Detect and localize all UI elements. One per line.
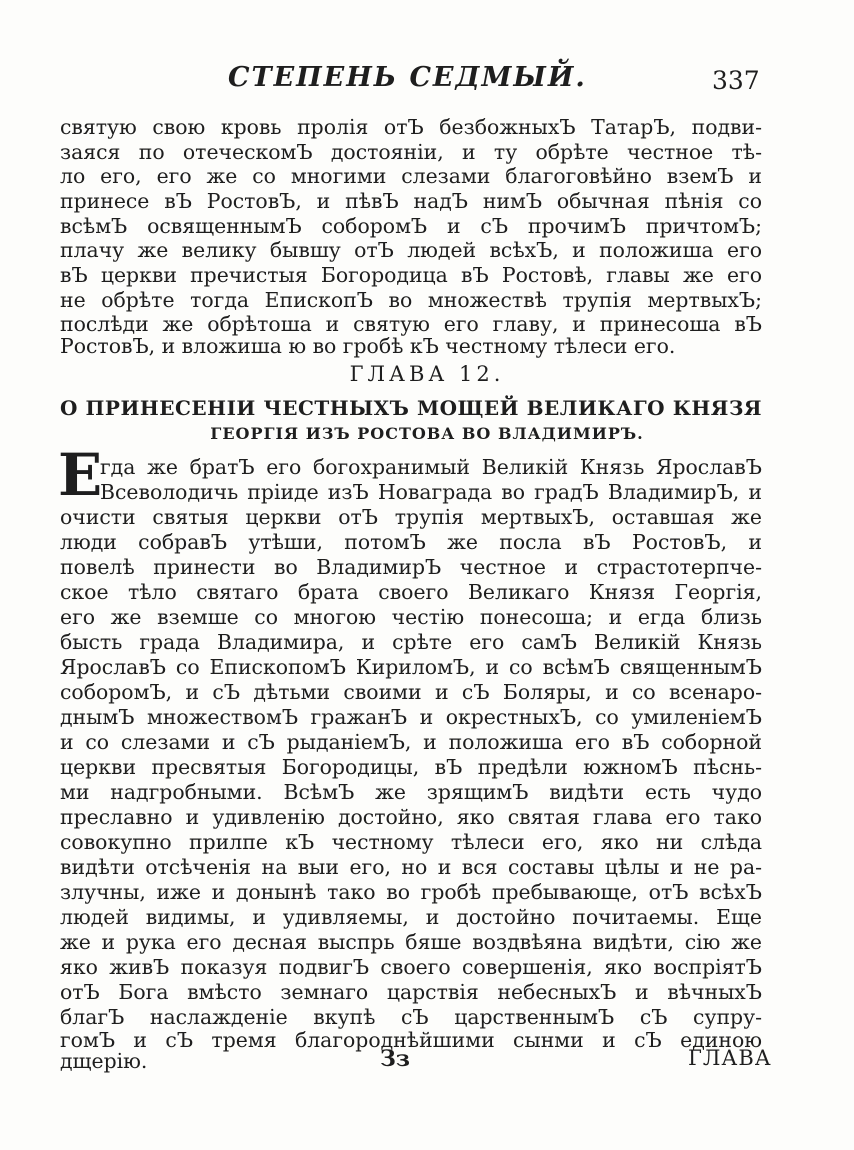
text-line: его же вземше со многою честію понесоша; и егда близь — [60, 605, 762, 629]
text-line: плачу же велику бывшу отЪ людей всѣхЪ, и положиша его — [60, 238, 762, 262]
text-line: послѣди же обрѣтоша и святую его главу, и принесоша вЪ — [60, 312, 762, 336]
text-line: отЪ Бога вмѣсто земнаго царствія небесныхЪ и вѣчныхЪ — [60, 980, 762, 1004]
running-header: СТЕПЕНЬ СЕДМЫЙ. — [228, 62, 587, 93]
chapter-label: ГЛАВА 12. — [349, 362, 505, 386]
text-line: ми надгробными. ВсѣмЪ же зрящимЪ видѣти есть чудо — [60, 780, 762, 804]
chapter-subtitle: ГЕОРГІЯ ИЗЪ РОСТОВА ВО ВЛАДИМИРЪ. — [210, 424, 644, 443]
text-line: совокупно прилпе кЪ честному тѣлеси его, яко ни слѣда — [60, 830, 762, 854]
text-line: РостовЪ, и вложиша ю во гробѣ кЪ честному тѣлеси его. — [60, 334, 676, 358]
text-line: и со слезами и сЪ рыданіемЪ, и положиша его вЪ соборной — [60, 730, 762, 754]
text-line: бысть града Владимира, и срѣте его самЪ Великій Князь — [60, 630, 762, 654]
text-line: святую свою кровь пролія отЪ безбожныхЪ ТатарЪ, подви- — [60, 115, 762, 139]
text-line: принесе вЪ РостовЪ, и пѣвЪ надЪ нимЪ обычная пѣнія со — [60, 189, 762, 213]
text-line: вЪ церкви пречистыя Богородица вЪ Ростовѣ, главы же его — [60, 263, 762, 287]
page-number: 337 — [712, 66, 760, 95]
drop-cap: Е — [58, 441, 103, 509]
text-line: преславно и удивленію достойно, яко святая глава его тако — [60, 805, 762, 829]
text-line: ло его, его же со многими слезами благоговѣйно вземЪ и — [60, 164, 762, 188]
catchword: ГЛАВА — [688, 1046, 772, 1070]
text-line: дщерію. — [60, 1049, 148, 1073]
text-line: повелѣ принести во ВладимирЪ честное и страстотерпче- — [60, 555, 762, 579]
text-line: благЪ наслажденіе вкупѣ сЪ царственнымЪ сЪ супру- — [60, 1005, 762, 1029]
text-line: яко живЪ показуя подвигЪ своего совершенія, яко воспріятЪ — [60, 955, 762, 979]
text-line: очисти святыя церкви отЪ трупія мертвыхЪ, оставшая же — [60, 505, 762, 529]
text-line: гомЪ и сЪ тремя благороднѣйшими сынми и сЪ единою — [60, 1028, 762, 1052]
signature-mark: Зз — [380, 1046, 410, 1072]
text-line: людей видимы, и удивляемы, и достойно почитаемы. Еще — [60, 905, 762, 929]
text-line: днымЪ множествомЪ гражанЪ и окрестныхЪ, со умиленіемЪ — [60, 705, 762, 729]
text-line: Всеволодичь пріиде изЪ Новаграда во градЪ ВладимирЪ, и — [100, 480, 762, 504]
text-line: злучны, иже и донынѣ тако во гробѣ пребывающе, отЪ всѣхЪ — [60, 880, 762, 904]
text-line: люди собравЪ утѣши, потомЪ же посла вЪ РостовЪ, и — [60, 530, 762, 554]
text-line: видѣти отсѣченія на выи его, но и вся составы цѣлы и не ра- — [60, 855, 762, 879]
text-line: же и рука его десная выспрь бяше воздвѣяна видѣти, сію же — [60, 930, 762, 954]
text-line: гда же братЪ его богохранимый Великій Князь ЯрославЪ — [100, 455, 762, 479]
text-line: всѣмЪ освященнымЪ соборомЪ и сЪ прочимЪ причтомЪ; — [60, 214, 762, 238]
text-line: ЯрославЪ со ЕпископомЪ КириломЪ, и со всѣмЪ священнымЪ — [60, 655, 762, 679]
text-line: заяся по отеческомЪ достояніи, и ту обрѣте честное тѣ- — [60, 140, 762, 164]
text-line: ское тѣло святаго брата своего Великаго Князя Георгія, — [60, 580, 762, 604]
text-line: не обрѣте тогда ЕпископЪ во множествѣ трупія мертвыхЪ; — [60, 288, 762, 312]
text-line: соборомЪ, и сЪ дѣтьми своими и сЪ Боляры, и со всенаро- — [60, 680, 762, 704]
chapter-title: О ПРИНЕСЕНІИ ЧЕСТНЫХЪ МОЩЕЙ ВЕЛИКАГО КНЯЗЯ — [60, 396, 762, 420]
text-line: церкви пресвятыя Богородицы, вЪ предѣли южномЪ пѣснь- — [60, 755, 762, 779]
